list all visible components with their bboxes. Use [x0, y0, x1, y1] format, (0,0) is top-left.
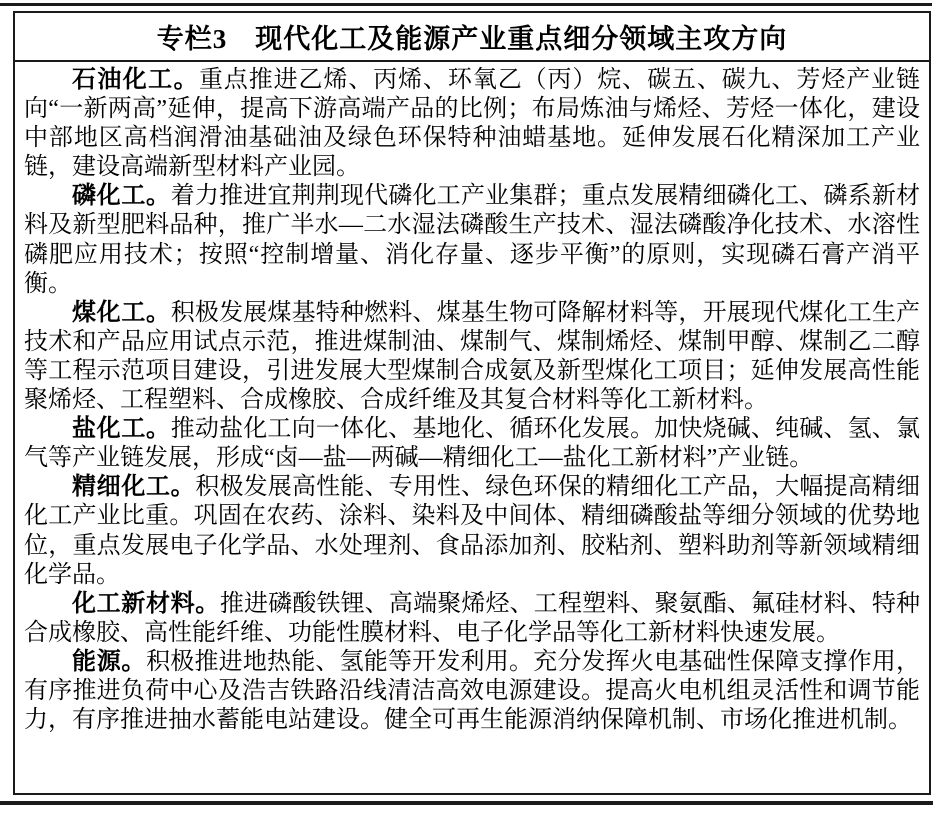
paragraph-lead: 化工新材料。 [72, 590, 220, 617]
paragraph-text: 积极发展煤基特种燃料、煤基生物可降解材料等，开展现代煤化工生产技术和产品应用试点示范，推进煤制油、煤制气、煤制烯烃、煤制甲醇、煤制乙二醇等工程示范项目建设，引进发展大型煤制合成氨及新型煤化工项目；延伸发展高性能聚烯烃、工程塑料、合成橡胶、合成纤维及其复合材料等化工新材料。 [24, 299, 921, 414]
paragraph-lead: 石油化工。 [72, 67, 199, 93]
paragraph-energy [24, 648, 920, 735]
panel-body [15, 62, 929, 735]
paragraph-phosphorus-chemical [24, 182, 920, 298]
paragraph-text: 推动盐化工向一体化、基地化、循环化发展。加快烧碱、纯碱、氢、氯气等产业链发展，形成“卤—盐—两碱—精细化工—盐化工新材料”产业链。 [24, 416, 921, 472]
paragraph-lead: 煤化工。 [72, 299, 171, 326]
panel-title: 专栏3 现代化工及能源产业重点细分领域主攻方向 [156, 24, 788, 54]
paragraph-lead: 盐化工。 [72, 416, 171, 443]
paragraph-lead: 能源。 [72, 648, 147, 675]
paragraph-lead: 磷化工。 [72, 183, 171, 210]
paragraph-petrochemical [24, 66, 920, 182]
panel-title-row [15, 13, 929, 62]
paragraph-text: 积极推进地热能、氢能等开发利用。充分发挥火电基础性保障支撑作用，有序推进负荷中心及浩吉铁路沿线清洁高效电源建设。提高火电机组灵活性和调节能力，有序推进抽水蓄能电站建设。健全可再生能源消纳保障机制、市场化推进机制。 [24, 648, 921, 734]
bottom-rule [0, 801, 933, 805]
paragraph-new-chemical-materials [24, 590, 920, 648]
paragraph-text: 重点推进乙烯、丙烯、环氧乙（丙）烷、碳五、碳九、芳烃产业链向“一新两高”延伸，提高下游高端产品的比例；布局炼油与烯烃、芳烃一体化，建设中部地区高档润滑油基础油及绿色环保特种油蜡基地。延伸发展石化精深加工产业链，建设高端新型材料产业园。 [24, 67, 921, 181]
paragraph-text: 积极发展高性能、专用性、绿色环保的精细化工产品，大幅提高精细化工产业比重。巩固在农药、涂料、染料及中间体、精细磷酸盐等细分领域的优势地位，重点发展电子化学品、水处理剂、食品添加剂、胶粘剂、塑料助剂等新领域精细化学品。 [24, 474, 921, 588]
paragraph-fine-chemical [24, 473, 920, 589]
paragraph-salt-chemical [24, 415, 920, 473]
paragraph-lead: 精细化工。 [72, 474, 196, 501]
paragraph-text: 推进磷酸铁锂、高端聚烯烃、工程塑料、聚氨酯、氟硅材料、特种合成橡胶、高性能纤维、功能性膜材料、电子化学品等化工新材料快速发展。 [24, 590, 921, 646]
top-rule [0, 3, 932, 6]
column-box [13, 11, 931, 795]
paragraph-text: 着力推进宜荆荆现代磷化工产业集群；重点发展精细磷化工、磷系新材料及新型肥料品种，推广半水—二水湿法磷酸生产技术、湿法磷酸净化技术、水溶性磷肥应用技术；按照“控制增量、消化存量、逐步平衡”的原则，实现磷石膏产消平衡。 [24, 183, 921, 297]
paragraph-coal-chemical [24, 299, 920, 415]
